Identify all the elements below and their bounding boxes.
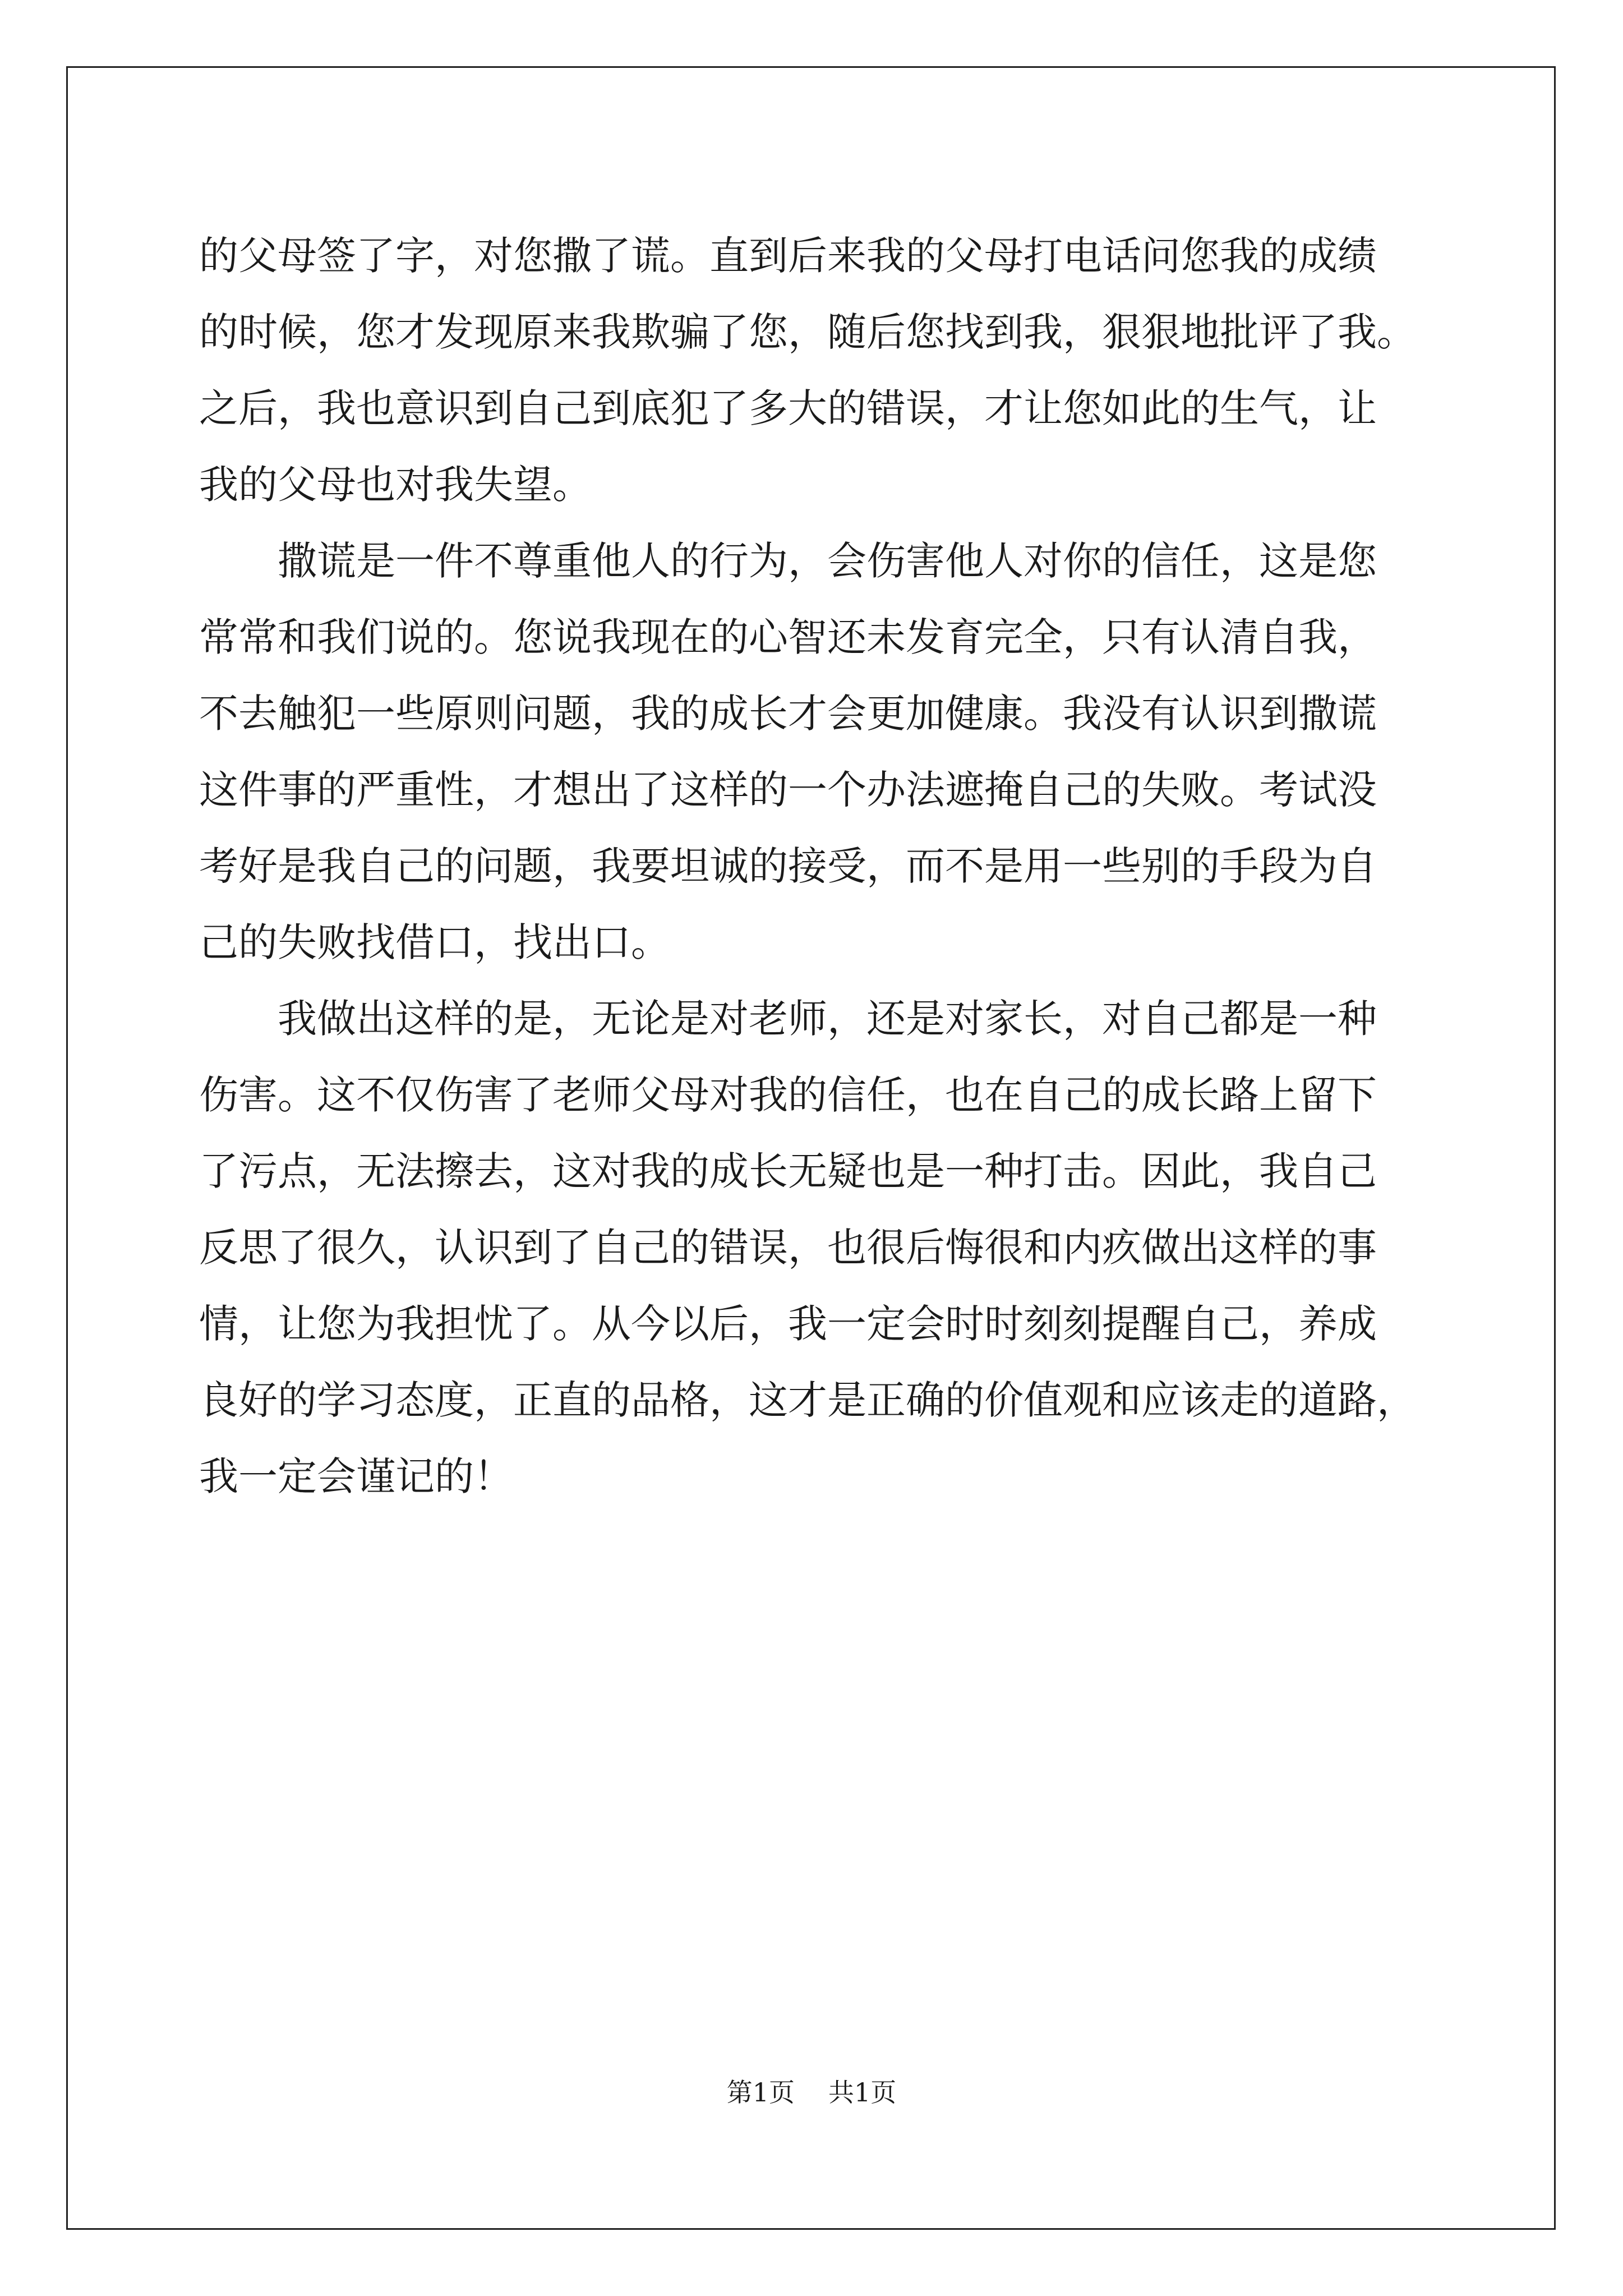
text-line: 我的父母也对我失望。 xyxy=(199,462,592,508)
page-footer xyxy=(0,2076,1623,2109)
text-line: 己的失败找借口，找出口。 xyxy=(199,919,670,965)
text-line: 的时候，您才发现原来我欺骗了您，随后您找到我，狠狠地批评了我。 xyxy=(199,309,1416,355)
text-line: 常常和我们说的。您说我现在的心智还未发育完全，只有认清自我， xyxy=(199,614,1377,660)
text-line: 考好是我自己的问题，我要坦诚的接受，而不是用一些别的手段为自 xyxy=(199,843,1377,889)
text-line: 的父母签了字，对您撒了谎。直到后来我的父母打电话问您我的成绩 xyxy=(199,233,1377,279)
text-line: 撒谎是一件不尊重他人的行为，会伤害他人对你的信任，这是您 xyxy=(278,538,1377,584)
document-body xyxy=(199,218,1467,1515)
text-line: 不去触犯一些原则问题，我的成长才会更加健康。我没有认识到撒谎 xyxy=(199,691,1377,737)
text-line: 我做出这样的是，无论是对老师，还是对家长，对自己都是一种 xyxy=(278,996,1377,1042)
text-line: 伤害。这不仅伤害了老师父母对我的信任，也在自己的成长路上留下 xyxy=(199,1072,1377,1118)
text-line: 我一定会谨记的！ xyxy=(199,1453,513,1499)
text-line: 反思了很久，认识到了自己的错误，也很后悔很和内疚做出这样的事 xyxy=(199,1225,1377,1271)
text-line: 良好的学习态度，正直的品格，这才是正确的价值观和应该走的道路， xyxy=(199,1377,1416,1423)
page-number-total: 共1页 xyxy=(828,2077,897,2108)
text-line: 了污点，无法擦去，这对我的成长无疑也是一种打击。因此，我自己 xyxy=(199,1148,1377,1194)
text-line: 情，让您为我担忧了。从今以后，我一定会时时刻刻提醒自己，养成 xyxy=(199,1301,1377,1347)
text-line: 之后，我也意识到自己到底犯了多大的错误，才让您如此的生气，让 xyxy=(199,385,1377,431)
text-line: 这件事的严重性，才想出了这样的一个办法遮掩自己的失败。考试没 xyxy=(199,767,1377,813)
page-number-current: 第1页 xyxy=(726,2077,795,2108)
